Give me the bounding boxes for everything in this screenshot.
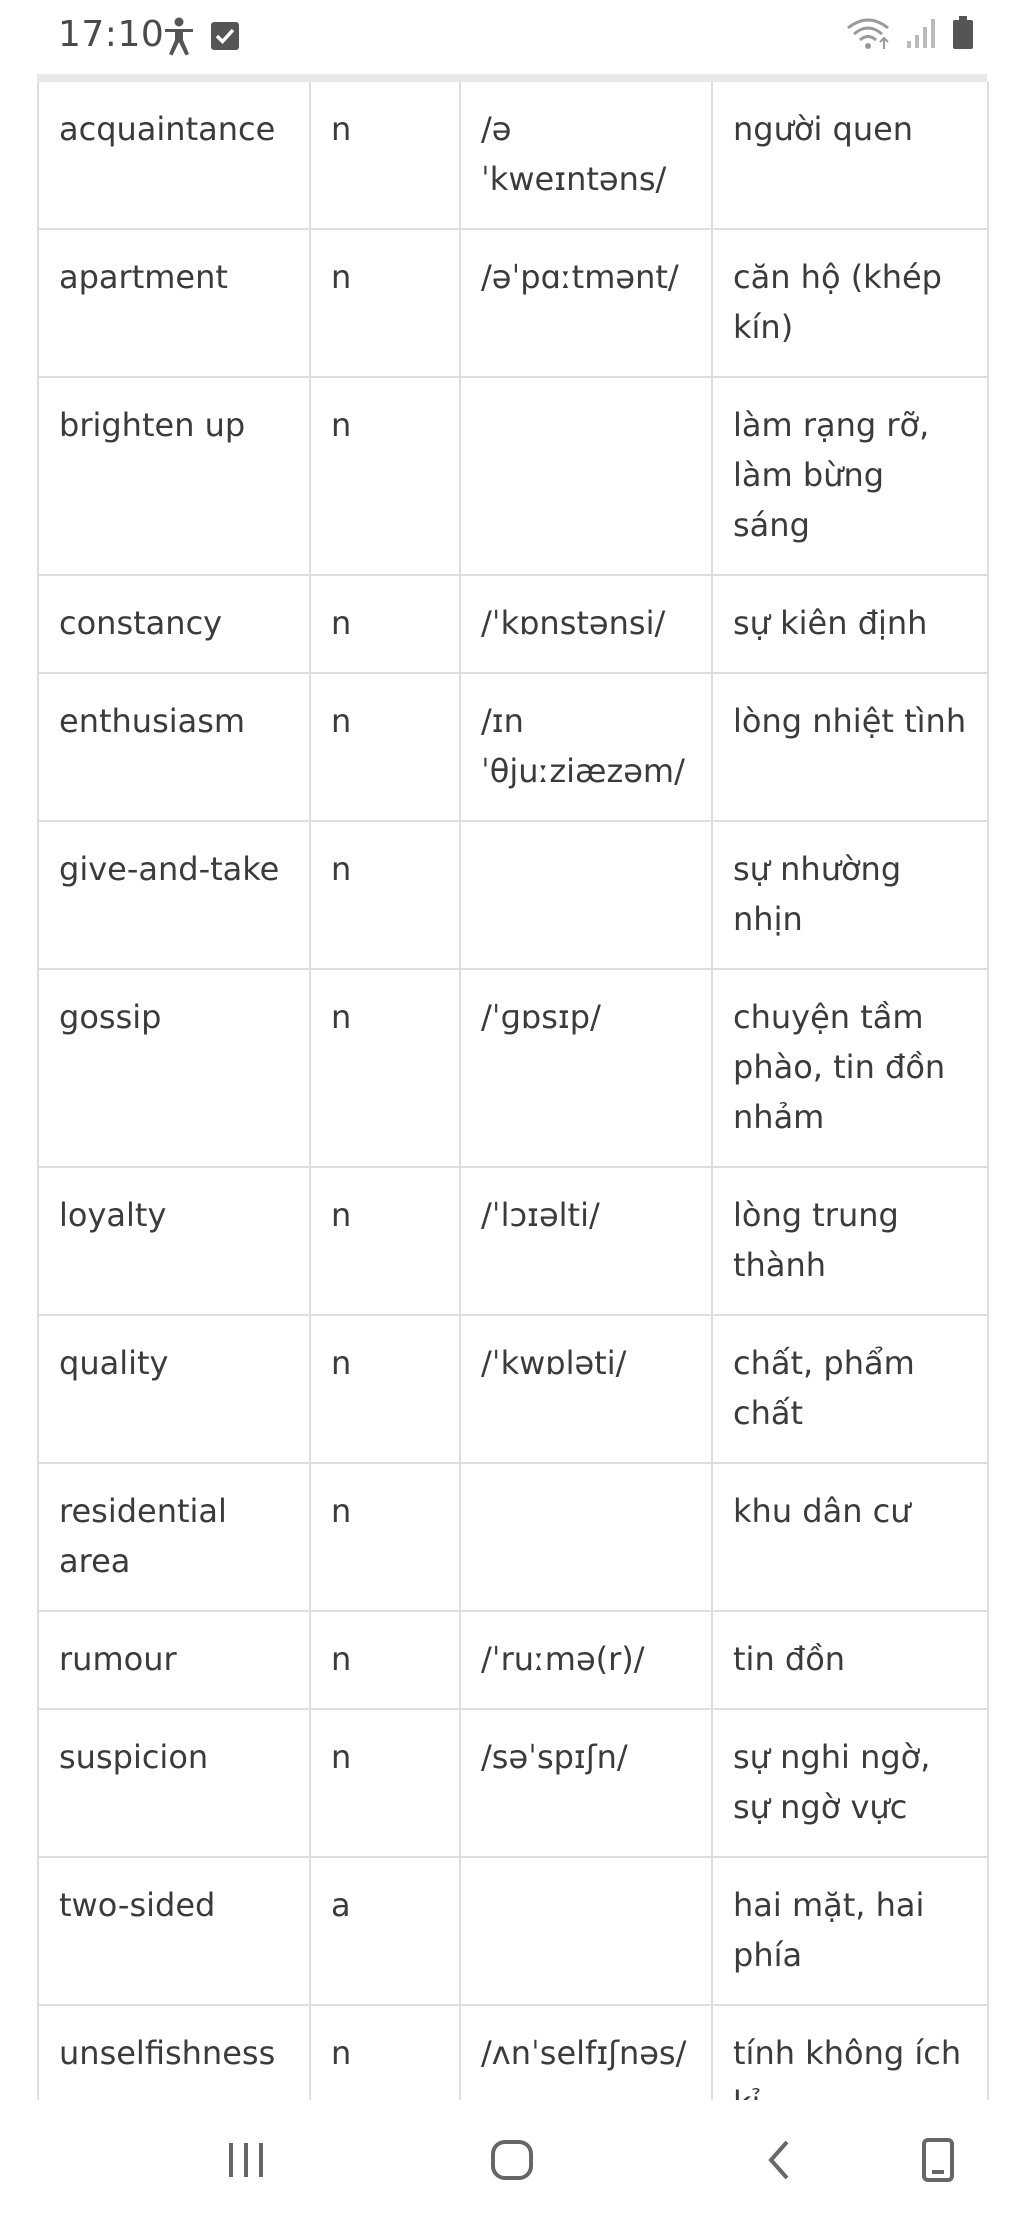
vocab-word-cell: constancy — [38, 575, 310, 673]
vocab-ipa-cell: /ə ˈkweɪntəns/ — [460, 82, 712, 229]
vocab-word-cell: brighten up — [38, 377, 310, 575]
status-right-icons — [846, 16, 974, 54]
vocab-ipa-cell: /ˈlɔɪəlti/ — [460, 1167, 712, 1315]
vocab-word-cell: rumour — [38, 1611, 310, 1709]
table-row — [38, 1611, 988, 1709]
table-row — [38, 1315, 988, 1463]
wifi-icon — [846, 16, 890, 54]
checkbox-notification-icon — [210, 21, 240, 55]
vocab-pos-cell: n — [310, 969, 460, 1167]
vocab-pos-cell: n — [310, 821, 460, 969]
home-button[interactable] — [482, 2130, 542, 2190]
vocab-meaning-cell: người quen — [712, 82, 988, 229]
vocab-pos-cell: n — [310, 229, 460, 377]
vocab-ipa-cell — [460, 1857, 712, 2005]
vocab-pos-cell: n — [310, 1167, 460, 1315]
vocab-ipa-cell: /ˈruːmə(r)/ — [460, 1611, 712, 1709]
vocab-ipa-cell: /ʌnˈselfɪʃnəs/ — [460, 2005, 712, 2153]
table-row — [38, 1167, 988, 1315]
vocab-meaning-cell: căn hộ (khép kín) — [712, 229, 988, 377]
table-row — [38, 969, 988, 1167]
vocab-word-cell: acquaintance — [38, 82, 310, 229]
keyboard-toggle-icon — [921, 2137, 955, 2183]
vocab-meaning-cell: chuyện tầm phào, tin đồn nhảm — [712, 969, 988, 1167]
table-row — [38, 673, 988, 821]
vocab-ipa-cell: /ˈkwɒləti/ — [460, 1315, 712, 1463]
vocab-meaning-cell: khu dân cư — [712, 1463, 988, 1611]
vocabulary-table-container — [37, 74, 987, 2154]
vocab-ipa-cell: /ˈɡɒsɪp/ — [460, 969, 712, 1167]
vocab-ipa-cell — [460, 377, 712, 575]
vocab-pos-cell: n — [310, 1611, 460, 1709]
vocab-meaning-cell: sự kiên định — [712, 575, 988, 673]
vocab-meaning-cell: sự nhường nhịn — [712, 821, 988, 969]
vocab-word-cell: enthusiasm — [38, 673, 310, 821]
keyboard-toggle-button[interactable] — [908, 2130, 968, 2190]
table-row — [38, 1709, 988, 1857]
vocab-meaning-cell: hai mặt, hai phía — [712, 1857, 988, 2005]
vocab-ipa-cell — [460, 821, 712, 969]
vocab-pos-cell: n — [310, 1709, 460, 1857]
battery-icon — [952, 16, 974, 54]
vocab-pos-cell: n — [310, 1463, 460, 1611]
vocab-pos-cell: n — [310, 2005, 460, 2153]
vocab-ipa-cell: /əˈpɑːtmənt/ — [460, 229, 712, 377]
vocab-ipa-cell: /ɪn ˈθjuːziæzəm/ — [460, 673, 712, 821]
vocab-pos-cell: n — [310, 575, 460, 673]
vocab-ipa-cell — [460, 1463, 712, 1611]
vocab-ipa-cell: /səˈspɪʃn/ — [460, 1709, 712, 1857]
vocab-word-cell: residential area — [38, 1463, 310, 1611]
signal-icon — [906, 17, 936, 53]
status-left-icons — [162, 16, 240, 60]
vocab-pos-cell: n — [310, 377, 460, 575]
vocab-meaning-cell: tính không ích — [712, 2005, 988, 2153]
recent-apps-button[interactable] — [216, 2130, 276, 2190]
vocab-word-cell: unselfishness — [38, 2005, 310, 2153]
vocab-pos-cell: n — [310, 1315, 460, 1463]
vocab-meaning-cell: sự nghi ngờ, sự ngờ vực — [712, 1709, 988, 1857]
table-row — [38, 1857, 988, 2005]
table-row — [38, 377, 988, 575]
vocab-meaning-cell: chất, phẩm chất — [712, 1315, 988, 1463]
back-icon — [763, 2138, 793, 2182]
vocab-word-cell: give-and-take — [38, 821, 310, 969]
vocab-meaning-cell: làm rạng rỡ, làm bừng sáng — [712, 377, 988, 575]
table-row — [38, 1463, 988, 1611]
vocab-word-cell: loyalty — [38, 1167, 310, 1315]
status-bar — [0, 0, 1024, 74]
vocab-pos-cell: n — [310, 82, 460, 229]
vocab-pos-cell: n — [310, 673, 460, 821]
vocab-meaning-cell: lòng trung thành — [712, 1167, 988, 1315]
vocab-meaning-cell: tin đồn — [712, 1611, 988, 1709]
vocab-word-cell: suspicion — [38, 1709, 310, 1857]
vocab-word-cell: gossip — [38, 969, 310, 1167]
table-row — [38, 821, 988, 969]
navigation-bar — [0, 2100, 1024, 2217]
back-button[interactable] — [748, 2130, 808, 2190]
vocab-word-cell: two-sided — [38, 1857, 310, 2005]
vocabulary-table — [37, 82, 989, 2154]
status-time: 17:10 — [58, 14, 165, 55]
table-row — [38, 575, 988, 673]
accessibility-icon — [162, 16, 196, 60]
vocab-pos-cell: a — [310, 1857, 460, 2005]
vocabulary-table-body — [38, 82, 988, 2153]
table-top-rule — [37, 74, 987, 82]
recent-apps-icon — [224, 2140, 268, 2180]
home-icon — [489, 2137, 535, 2183]
vocab-meaning-cell: lòng nhiệt tình — [712, 673, 988, 821]
vocab-word-cell: quality — [38, 1315, 310, 1463]
vocab-word-cell: apartment — [38, 229, 310, 377]
table-row — [38, 82, 988, 229]
vocab-ipa-cell: /ˈkɒnstənsi/ — [460, 575, 712, 673]
table-row — [38, 229, 988, 377]
